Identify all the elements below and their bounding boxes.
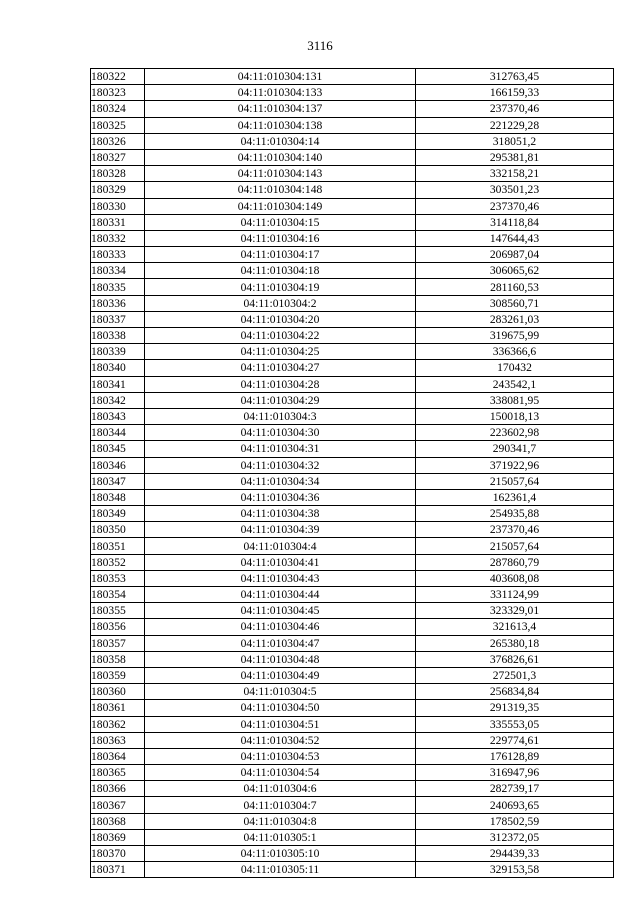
table-row xyxy=(91,441,614,457)
table-row xyxy=(91,522,614,538)
cadastral-value-cell: 306065,62 xyxy=(416,263,614,279)
cadastral-number-cell: 04:11:010304:149 xyxy=(145,198,416,214)
cadastral-number-cell: 04:11:010304:4 xyxy=(145,538,416,554)
row-number-cell: 180363 xyxy=(91,732,145,748)
cadastral-value-cell: 170432 xyxy=(416,360,614,376)
row-number-cell: 180354 xyxy=(91,587,145,603)
cadastral-number-cell: 04:11:010304:6 xyxy=(145,781,416,797)
table-row xyxy=(91,425,614,441)
cadastral-value-cell: 332158,21 xyxy=(416,166,614,182)
cadastral-value-cell: 178502,59 xyxy=(416,813,614,829)
cadastral-number-cell: 04:11:010304:39 xyxy=(145,522,416,538)
table-row xyxy=(91,489,614,505)
cadastral-number-cell: 04:11:010304:143 xyxy=(145,166,416,182)
cadastral-number-cell: 04:11:010304:2 xyxy=(145,295,416,311)
table-row xyxy=(91,214,614,230)
cadastral-value-cell: 265380,18 xyxy=(416,635,614,651)
row-number-cell: 180329 xyxy=(91,182,145,198)
table-row xyxy=(91,360,614,376)
table-row xyxy=(91,247,614,263)
cadastral-value-cell: 291319,35 xyxy=(416,700,614,716)
cadastral-number-cell: 04:11:010304:54 xyxy=(145,765,416,781)
cadastral-number-cell: 04:11:010304:30 xyxy=(145,425,416,441)
cadastral-number-cell: 04:11:010304:133 xyxy=(145,85,416,101)
table-row xyxy=(91,344,614,360)
row-number-cell: 180352 xyxy=(91,554,145,570)
table-row xyxy=(91,684,614,700)
table-row xyxy=(91,295,614,311)
table-row xyxy=(91,846,614,862)
cadastral-number-cell: 04:11:010304:49 xyxy=(145,667,416,683)
row-number-cell: 180350 xyxy=(91,522,145,538)
table-row xyxy=(91,263,614,279)
row-number-cell: 180360 xyxy=(91,684,145,700)
table-row xyxy=(91,797,614,813)
cadastral-value-cell: 303501,23 xyxy=(416,182,614,198)
cadastral-value-cell: 240693,65 xyxy=(416,797,614,813)
row-number-cell: 180333 xyxy=(91,247,145,263)
row-number-cell: 180359 xyxy=(91,667,145,683)
cadastral-number-cell: 04:11:010304:53 xyxy=(145,748,416,764)
table-row xyxy=(91,781,614,797)
table-row xyxy=(91,279,614,295)
cadastral-number-cell: 04:11:010304:25 xyxy=(145,344,416,360)
cadastral-value-cell: 319675,99 xyxy=(416,328,614,344)
cadastral-value-cell: 312763,45 xyxy=(416,69,614,85)
cadastral-value-cell: 321613,4 xyxy=(416,619,614,635)
cadastral-number-cell: 04:11:010304:20 xyxy=(145,311,416,327)
table-row xyxy=(91,603,614,619)
table-row xyxy=(91,667,614,683)
cadastral-value-cell: 331124,99 xyxy=(416,587,614,603)
row-number-cell: 180358 xyxy=(91,651,145,667)
table-row xyxy=(91,506,614,522)
cadastral-number-cell: 04:11:010304:140 xyxy=(145,149,416,165)
table-row xyxy=(91,166,614,182)
row-number-cell: 180337 xyxy=(91,311,145,327)
table-row xyxy=(91,829,614,845)
row-number-cell: 180347 xyxy=(91,473,145,489)
row-number-cell: 180351 xyxy=(91,538,145,554)
table-row xyxy=(91,85,614,101)
cadastral-number-cell: 04:11:010304:18 xyxy=(145,263,416,279)
cadastral-number-cell: 04:11:010305:10 xyxy=(145,846,416,862)
row-number-cell: 180348 xyxy=(91,489,145,505)
cadastral-number-cell: 04:11:010304:19 xyxy=(145,279,416,295)
cadastral-value-cell: 237370,46 xyxy=(416,101,614,117)
cadastral-value-cell: 162361,4 xyxy=(416,489,614,505)
cadastral-value-cell: 150018,13 xyxy=(416,408,614,424)
cadastral-value-cell: 308560,71 xyxy=(416,295,614,311)
cadastral-value-cell: 243542,1 xyxy=(416,376,614,392)
cadastral-value-cell: 281160,53 xyxy=(416,279,614,295)
row-number-cell: 180330 xyxy=(91,198,145,214)
cadastral-number-cell: 04:11:010304:51 xyxy=(145,716,416,732)
cadastral-value-cell: 295381,81 xyxy=(416,149,614,165)
cadastral-value-cell: 336366,6 xyxy=(416,344,614,360)
cadastral-value-cell: 283261,03 xyxy=(416,311,614,327)
row-number-cell: 180326 xyxy=(91,133,145,149)
cadastral-number-cell: 04:11:010304:5 xyxy=(145,684,416,700)
cadastral-value-cell: 316947,96 xyxy=(416,765,614,781)
cadastral-number-cell: 04:11:010304:43 xyxy=(145,570,416,586)
table-row xyxy=(91,554,614,570)
cadastral-number-cell: 04:11:010304:44 xyxy=(145,587,416,603)
row-number-cell: 180334 xyxy=(91,263,145,279)
row-number-cell: 180368 xyxy=(91,813,145,829)
table-row xyxy=(91,311,614,327)
cadastral-value-cell: 312372,05 xyxy=(416,829,614,845)
row-number-cell: 180369 xyxy=(91,829,145,845)
cadastral-number-cell: 04:11:010304:31 xyxy=(145,441,416,457)
cadastral-value-cell: 215057,64 xyxy=(416,473,614,489)
cadastral-number-cell: 04:11:010304:138 xyxy=(145,117,416,133)
row-number-cell: 180336 xyxy=(91,295,145,311)
row-number-cell: 180365 xyxy=(91,765,145,781)
cadastral-value-cell: 376826,61 xyxy=(416,651,614,667)
cadastral-value-cell: 272501,3 xyxy=(416,667,614,683)
row-number-cell: 180349 xyxy=(91,506,145,522)
table-row xyxy=(91,651,614,667)
table-row xyxy=(91,619,614,635)
row-number-cell: 180344 xyxy=(91,425,145,441)
cadastral-number-cell: 04:11:010304:46 xyxy=(145,619,416,635)
table-row xyxy=(91,862,614,878)
cadastral-number-cell: 04:11:010304:3 xyxy=(145,408,416,424)
cadastral-number-cell: 04:11:010304:29 xyxy=(145,392,416,408)
cadastral-value-cell: 335553,05 xyxy=(416,716,614,732)
cadastral-number-cell: 04:11:010304:50 xyxy=(145,700,416,716)
cadastral-value-cell: 166159,33 xyxy=(416,85,614,101)
cadastral-number-cell: 04:11:010304:48 xyxy=(145,651,416,667)
table-row xyxy=(91,133,614,149)
table-row xyxy=(91,101,614,117)
cadastral-value-table xyxy=(90,68,614,878)
row-number-cell: 180366 xyxy=(91,781,145,797)
cadastral-value-cell: 223602,98 xyxy=(416,425,614,441)
table-row xyxy=(91,198,614,214)
row-number-cell: 180370 xyxy=(91,846,145,862)
cadastral-value-cell: 206987,04 xyxy=(416,247,614,263)
table-row xyxy=(91,538,614,554)
cadastral-value-cell: 282739,17 xyxy=(416,781,614,797)
row-number-cell: 180345 xyxy=(91,441,145,457)
cadastral-number-cell: 04:11:010304:36 xyxy=(145,489,416,505)
table-row xyxy=(91,716,614,732)
cadastral-number-cell: 04:11:010304:137 xyxy=(145,101,416,117)
cadastral-value-cell: 371922,96 xyxy=(416,457,614,473)
cadastral-number-cell: 04:11:010304:22 xyxy=(145,328,416,344)
row-number-cell: 180356 xyxy=(91,619,145,635)
cadastral-number-cell: 04:11:010304:8 xyxy=(145,813,416,829)
table-row xyxy=(91,408,614,424)
cadastral-value-cell: 256834,84 xyxy=(416,684,614,700)
cadastral-value-cell: 237370,46 xyxy=(416,522,614,538)
row-number-cell: 180346 xyxy=(91,457,145,473)
table-row xyxy=(91,813,614,829)
cadastral-value-cell: 176128,89 xyxy=(416,748,614,764)
table-row xyxy=(91,149,614,165)
table-row xyxy=(91,69,614,85)
cadastral-number-cell: 04:11:010304:38 xyxy=(145,506,416,522)
table-row xyxy=(91,700,614,716)
row-number-cell: 180323 xyxy=(91,85,145,101)
cadastral-number-cell: 04:11:010304:7 xyxy=(145,797,416,813)
cadastral-number-cell: 04:11:010304:47 xyxy=(145,635,416,651)
cadastral-number-cell: 04:11:010304:27 xyxy=(145,360,416,376)
cadastral-value-cell: 254935,88 xyxy=(416,506,614,522)
row-number-cell: 180357 xyxy=(91,635,145,651)
row-number-cell: 180324 xyxy=(91,101,145,117)
row-number-cell: 180331 xyxy=(91,214,145,230)
cadastral-number-cell: 04:11:010304:148 xyxy=(145,182,416,198)
cadastral-value-cell: 318051,2 xyxy=(416,133,614,149)
row-number-cell: 180339 xyxy=(91,344,145,360)
cadastral-value-cell: 323329,01 xyxy=(416,603,614,619)
cadastral-value-cell: 229774,61 xyxy=(416,732,614,748)
cadastral-number-cell: 04:11:010304:34 xyxy=(145,473,416,489)
row-number-cell: 180327 xyxy=(91,149,145,165)
row-number-cell: 180328 xyxy=(91,166,145,182)
cadastral-value-cell: 329153,58 xyxy=(416,862,614,878)
table-row xyxy=(91,732,614,748)
cadastral-number-cell: 04:11:010304:14 xyxy=(145,133,416,149)
table-row xyxy=(91,376,614,392)
cadastral-number-cell: 04:11:010305:11 xyxy=(145,862,416,878)
table-row xyxy=(91,570,614,586)
row-number-cell: 180340 xyxy=(91,360,145,376)
table-row xyxy=(91,457,614,473)
table-row xyxy=(91,117,614,133)
cadastral-value-cell: 221229,28 xyxy=(416,117,614,133)
table-body xyxy=(91,69,614,878)
table-row xyxy=(91,635,614,651)
table-row xyxy=(91,230,614,246)
cadastral-number-cell: 04:11:010305:1 xyxy=(145,829,416,845)
table-row xyxy=(91,328,614,344)
table-row xyxy=(91,765,614,781)
row-number-cell: 180361 xyxy=(91,700,145,716)
cadastral-number-cell: 04:11:010304:52 xyxy=(145,732,416,748)
row-number-cell: 180325 xyxy=(91,117,145,133)
row-number-cell: 180362 xyxy=(91,716,145,732)
row-number-cell: 180343 xyxy=(91,408,145,424)
cadastral-value-cell: 294439,33 xyxy=(416,846,614,862)
table-row xyxy=(91,182,614,198)
table-row xyxy=(91,748,614,764)
row-number-cell: 180332 xyxy=(91,230,145,246)
cadastral-value-cell: 147644,43 xyxy=(416,230,614,246)
cadastral-value-cell: 215057,64 xyxy=(416,538,614,554)
cadastral-value-cell: 237370,46 xyxy=(416,198,614,214)
cadastral-value-cell: 338081,95 xyxy=(416,392,614,408)
row-number-cell: 180341 xyxy=(91,376,145,392)
cadastral-value-cell: 403608,08 xyxy=(416,570,614,586)
cadastral-value-cell: 287860,79 xyxy=(416,554,614,570)
cadastral-number-cell: 04:11:010304:17 xyxy=(145,247,416,263)
table-row xyxy=(91,587,614,603)
row-number-cell: 180371 xyxy=(91,862,145,878)
table-row xyxy=(91,392,614,408)
cadastral-number-cell: 04:11:010304:16 xyxy=(145,230,416,246)
cadastral-value-cell: 290341,7 xyxy=(416,441,614,457)
cadastral-number-cell: 04:11:010304:45 xyxy=(145,603,416,619)
row-number-cell: 180364 xyxy=(91,748,145,764)
row-number-cell: 180355 xyxy=(91,603,145,619)
cadastral-number-cell: 04:11:010304:32 xyxy=(145,457,416,473)
cadastral-number-cell: 04:11:010304:41 xyxy=(145,554,416,570)
row-number-cell: 180338 xyxy=(91,328,145,344)
table-row xyxy=(91,473,614,489)
page-number: 3116 xyxy=(307,38,333,53)
cadastral-value-cell: 314118,84 xyxy=(416,214,614,230)
row-number-cell: 180335 xyxy=(91,279,145,295)
cadastral-number-cell: 04:11:010304:131 xyxy=(145,69,416,85)
row-number-cell: 180353 xyxy=(91,570,145,586)
cadastral-number-cell: 04:11:010304:15 xyxy=(145,214,416,230)
cadastral-number-cell: 04:11:010304:28 xyxy=(145,376,416,392)
row-number-cell: 180342 xyxy=(91,392,145,408)
row-number-cell: 180322 xyxy=(91,69,145,85)
row-number-cell: 180367 xyxy=(91,797,145,813)
